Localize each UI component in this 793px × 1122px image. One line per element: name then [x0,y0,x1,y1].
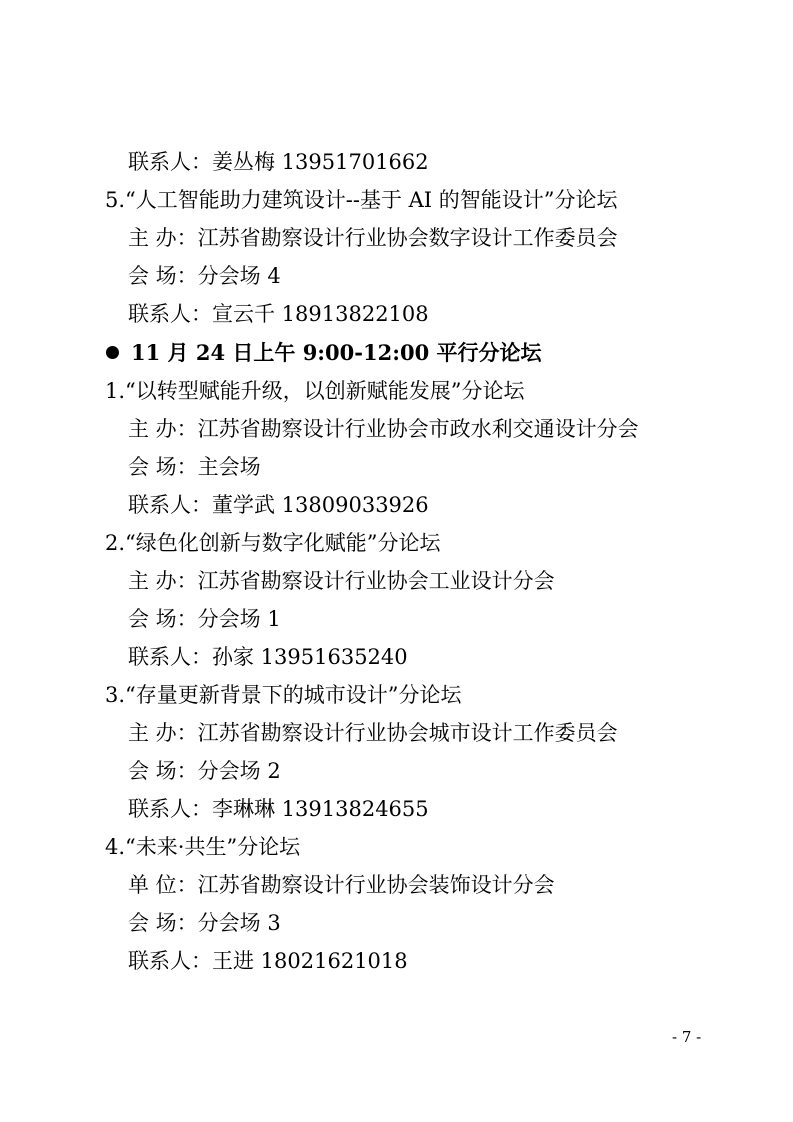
forum-title: 3.“存量更新背景下的城市设计”分论坛 [105,683,462,707]
host-line: 主 办：江苏省勘察设计行业协会市政水利交通设计分会 [128,417,639,441]
venue-line: 会 场：分会场 2 [128,759,281,783]
contact-line: 联系人：宣云千 18913822108 [128,302,429,326]
bullet-icon [106,346,119,359]
page-number: - 7 - [672,1028,702,1046]
venue-line: 会 场：分会场 3 [128,911,281,935]
contact-line: 联系人：李琳琳 13913824655 [128,797,429,821]
contact-line: 联系人：孙家 13951635240 [128,645,408,669]
contact-line: 联系人：董学武 13809033926 [128,493,429,517]
host-line: 主 办：江苏省勘察设计行业协会城市设计工作委员会 [128,721,618,745]
host-line: 单 位：江苏省勘察设计行业协会装饰设计分会 [128,873,555,897]
forum-title: 2.“绿色化创新与数字化赋能”分论坛 [105,531,441,555]
venue-line: 会 场：分会场 4 [128,264,281,288]
host-line: 主 办：江苏省勘察设计行业协会工业设计分会 [128,569,555,593]
session-heading: 11 月 24 日上午 9:00-12:00 平行分论坛 [131,340,542,365]
venue-line: 会 场：分会场 1 [128,607,281,631]
forum-title: 5.“人工智能助力建筑设计--基于 AI 的智能设计”分论坛 [105,188,618,212]
contact-line: 联系人：姜丛梅 13951701662 [128,150,429,174]
host-line: 主 办：江苏省勘察设计行业协会数字设计工作委员会 [128,226,618,250]
venue-line: 会 场：主会场 [128,455,261,479]
forum-title: 1.“以转型赋能升级，以创新赋能发展”分论坛 [105,379,525,403]
contact-line: 联系人：王进 18021621018 [128,949,408,973]
forum-title: 4.“未来·共生”分论坛 [105,835,301,859]
